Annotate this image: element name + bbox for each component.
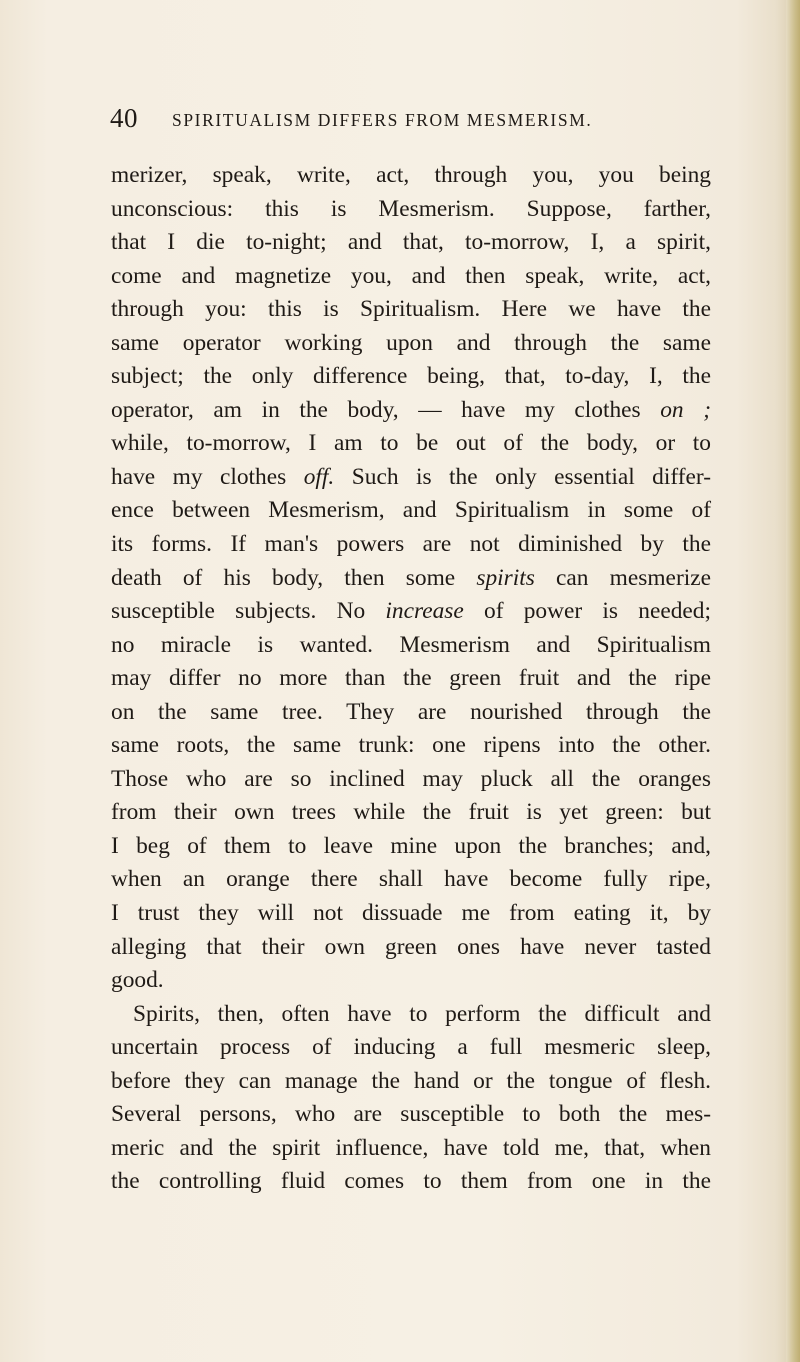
text-line [111, 1132, 711, 1166]
text-line [111, 1165, 711, 1199]
text-line [111, 360, 711, 394]
text-segment: Those who are so inclined may pluck all the oranges [111, 765, 711, 792]
text-line [111, 1065, 711, 1099]
text-segment: I beg of them to leave mine upon the branches; and, [111, 832, 711, 859]
text-line [111, 729, 711, 763]
text-segment: its forms. If man's powers are not diminished by the [111, 531, 711, 558]
text-segment: same operator working upon and through the same [111, 329, 711, 356]
text-segment: on the same tree. They are nourished through the [111, 698, 711, 725]
text-line [111, 1098, 711, 1132]
text-segment: of power is needed; [463, 598, 711, 625]
text-segment: from their own trees while the fruit is yet green: but [111, 799, 711, 826]
text-segment: meric and the spirit influence, have told me, that, when [111, 1134, 711, 1161]
text-segment: can mesmerize [534, 564, 711, 591]
text-segment: may differ no more than the green fruit and the ripe [111, 665, 711, 692]
text-line [111, 863, 711, 897]
text-line [111, 763, 711, 797]
text-line [111, 964, 711, 998]
text-segment: merizer, speak, write, act, through you, you being [111, 162, 711, 188]
text-line [111, 897, 711, 931]
text-line [111, 796, 711, 830]
italic-text: spirits [476, 564, 535, 591]
text-line [111, 159, 711, 193]
text-line [111, 830, 711, 864]
page-edge [786, 0, 800, 1362]
italic-text: on ; [660, 396, 711, 423]
text-line [111, 193, 711, 227]
text-line [111, 998, 711, 1032]
text-segment: ence between Mesmerism, and Spiritualism in some of [111, 497, 711, 524]
text-segment: that I die to-night; and that, to-morrow, I, a spirit, [111, 229, 711, 256]
text-segment: susceptible subjects. No [111, 598, 386, 625]
page-number: 40 [110, 103, 138, 133]
text-line [111, 1031, 711, 1065]
text-segment: Such is the only essential differ- [334, 463, 712, 490]
text-segment: before they can manage the hand or the tongue of flesh. [111, 1067, 711, 1094]
text-segment: while, to-morrow, I am to be out of the body, or to [111, 430, 711, 457]
text-line [111, 461, 711, 495]
text-segment: uncertain process of inducing a full mesmeric sleep, [111, 1034, 711, 1061]
page-header [110, 100, 670, 136]
text-segment: alleging that their own green ones have never tasted [111, 933, 711, 960]
running-head: SPIRITUALISM DIFFERS FROM MESMERISM. [172, 110, 593, 130]
text-line [111, 394, 711, 428]
text-segment: unconscious: this is Mesmerism. Suppose, farther, [111, 195, 711, 222]
text-segment: no miracle is wanted. Mesmerism and Spiritualism [111, 631, 711, 658]
text-line [111, 327, 711, 361]
text-line [111, 528, 711, 562]
text-line [111, 260, 711, 294]
text-line [111, 696, 711, 730]
text-segment: the controlling fluid comes to them from one in the [111, 1168, 711, 1195]
text-segment: death of his body, then some [111, 564, 477, 591]
text-segment: same roots, the same trunk: one ripens into the other. [111, 732, 711, 759]
text-segment: operator, am in the body, — have my clothes [111, 396, 661, 423]
text-segment: subject; the only difference being, that, to-day, I, the [111, 363, 711, 390]
text-line [111, 931, 711, 965]
text-segment: Several persons, who are susceptible to both the mes- [111, 1101, 711, 1128]
italic-text: increase [385, 598, 464, 625]
text-line [111, 662, 711, 696]
body-text [111, 159, 711, 1199]
text-line [111, 494, 711, 528]
text-segment: Spirits, then, often have to perform the difficult and [133, 1000, 711, 1027]
italic-text: off. [303, 463, 335, 490]
text-line [111, 293, 711, 327]
text-segment: through you: this is Spiritualism. Here we have the [111, 296, 711, 323]
text-segment: good. [111, 967, 164, 994]
text-segment: come and magnetize you, and then speak, write, act, [111, 262, 711, 289]
text-line [111, 427, 711, 461]
text-line [111, 562, 711, 596]
text-segment: have my clothes [111, 463, 304, 490]
text-segment: when an orange there shall have become fully ripe, [111, 866, 711, 893]
text-line [111, 629, 711, 663]
text-line [111, 595, 711, 629]
text-line [111, 226, 711, 260]
text-segment: I trust they will not dissuade me from eating it, by [111, 900, 711, 927]
